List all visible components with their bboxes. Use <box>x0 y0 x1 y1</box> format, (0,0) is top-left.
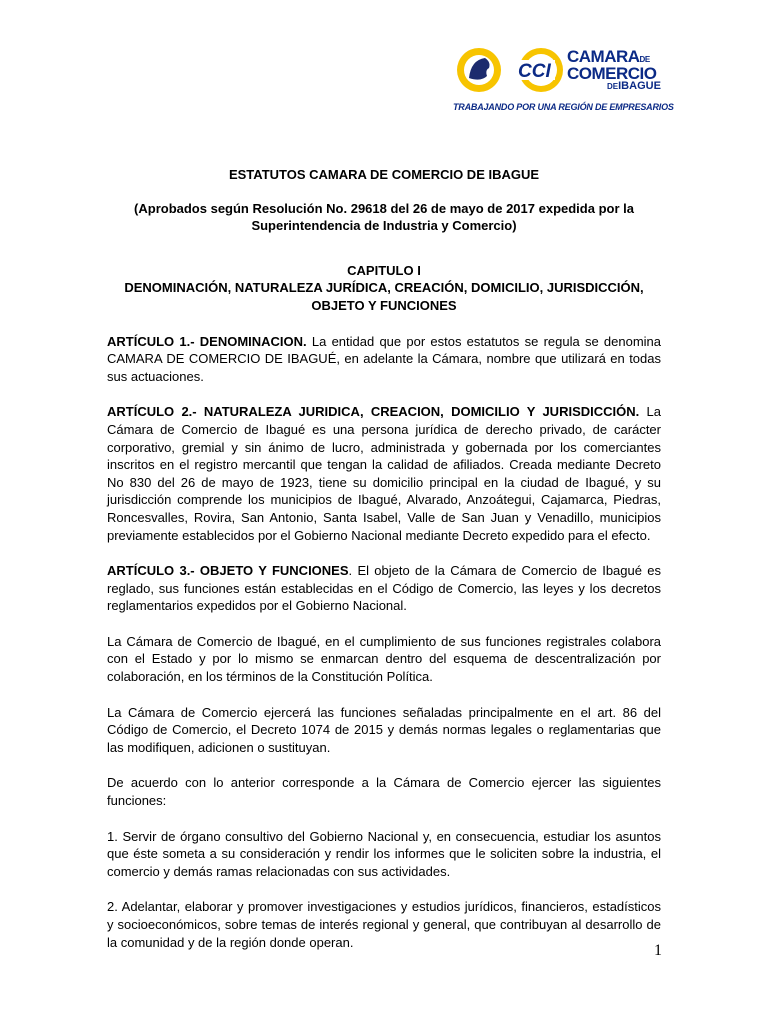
paragraph-functions-basis: La Cámara de Comercio ejercerá las funciones señaladas principalmente en el art. 86 del Código de Comercio, el Decreto 1074 de 2015 y demás normas legales o reglamentarias que las modifiquen, adicionen o sustituyan. <box>107 704 661 755</box>
slogan: TRABAJANDO POR UNA REGIÓN DE EMPRESARIOS <box>453 102 674 112</box>
chapter-title: DENOMINACIÓN, NATURALEZA JURÍDICA, CREACIÓN, DOMICILIO, JURISDICCIÓN, OBJETO Y FUNCIONES <box>124 280 644 313</box>
article-1-text: La entidad que por estos estatutos se regula se denomina CAMARA DE COMERCIO DE IBAGUÉ, en adelante la Cámara, nombre que utilizará en todas sus actuaciones. <box>107 333 661 384</box>
article-2-heading: ARTÍCULO 2.- NATURALEZA JURIDICA, CREACION, DOMICILIO Y JURISDICCIÓN. <box>107 404 640 420</box>
article-3 <box>107 562 661 615</box>
article-1 <box>107 333 661 386</box>
brand-line-2: COMERCIO <box>567 64 657 83</box>
function-item-2: 2. Adelantar, elaborar y promover investigaciones y estudios jurídicos, financieros, estadísticos y socioeconómicos, sobre temas de interés regional y general, que contribuyan al desarrollo de la comunidad y de la región donde operan. <box>107 899 661 950</box>
article-3-text: . El objeto de la Cámara de Comercio de Ibagué es reglado, sus funciones están establecidas en el Código de Comercio, las leyes y los decretos reglamentarios expedidos por el Gobierno Nacional. <box>107 563 661 614</box>
article-3-heading: ARTÍCULO 3.- OBJETO Y FUNCIONES <box>107 563 349 579</box>
brand-line-3: IBAGUE <box>618 80 661 92</box>
document-subtitle: (Aprobados según Resolución No. 29618 del 26 de mayo de 2017 expedida por la Superintendencia de Industria y Comercio) <box>134 200 634 234</box>
cci-emblem-icon <box>455 44 567 100</box>
brand-de-2: DE <box>607 82 619 91</box>
page-number: 1 <box>654 942 662 959</box>
paragraph-registral: La Cámara de Comercio de Ibagué, en el cumplimiento de sus funciones registrales colabora con el Estado y por lo mismo se enmarcan dentro del esquema de descentralización por colaboración, en los términos de la Constitución Política. <box>107 633 661 685</box>
cci-letters: CCI <box>518 61 551 82</box>
paragraph-functions-intro: De acuerdo con lo anterior corresponde a la Cámara de Comercio ejercer las siguientes funciones: <box>107 775 661 809</box>
article-1-heading: ARTÍCULO 1.- DENOMINACION. <box>107 333 307 349</box>
chapter-heading: CAPITULO I <box>347 262 421 278</box>
chamber-logo <box>453 44 674 114</box>
brand-de: DE <box>639 55 650 64</box>
article-2 <box>107 403 661 544</box>
function-item-1: 1. Servir de órgano consultivo del Gobierno Nacional y, en consecuencia, estudiar los asuntos que éste someta a su consideración y rendir los informes que le soliciten sobre la industria, el comercio y demás ramas relacionadas con sus actividades. <box>107 828 661 879</box>
document-body <box>107 166 661 951</box>
brand-line-1: CAMARA <box>567 47 640 66</box>
document-title: ESTATUTOS CAMARA DE COMERCIO DE IBAGUE <box>228 167 540 182</box>
brand-name <box>567 47 661 92</box>
article-2-text: La Cámara de Comercio de Ibagué es una persona jurídica de derecho privado, de carácter corporativo, gremial y sin ánimo de lucro, administrada y gobernada por los comerciantes inscritos en el registro mercantil que tengan la calidad de afiliados. Creada mediante Decreto No 830 del 26 de mayo de 1923, tiene su domicilio principal en la ciudad de Ibagué, y su jurisdicción comprende los municipios de Ibagué, Alvarado, Anzoátegui, Cajamarca, Piedras, Roncesvalles, Rovira, San Antonio, Santa Isabel, Valle de San Juan y Venadillo, municipios previamente establecidos por el Gobierno Nacional mediante Decreto expedido para el efecto. <box>107 404 661 543</box>
